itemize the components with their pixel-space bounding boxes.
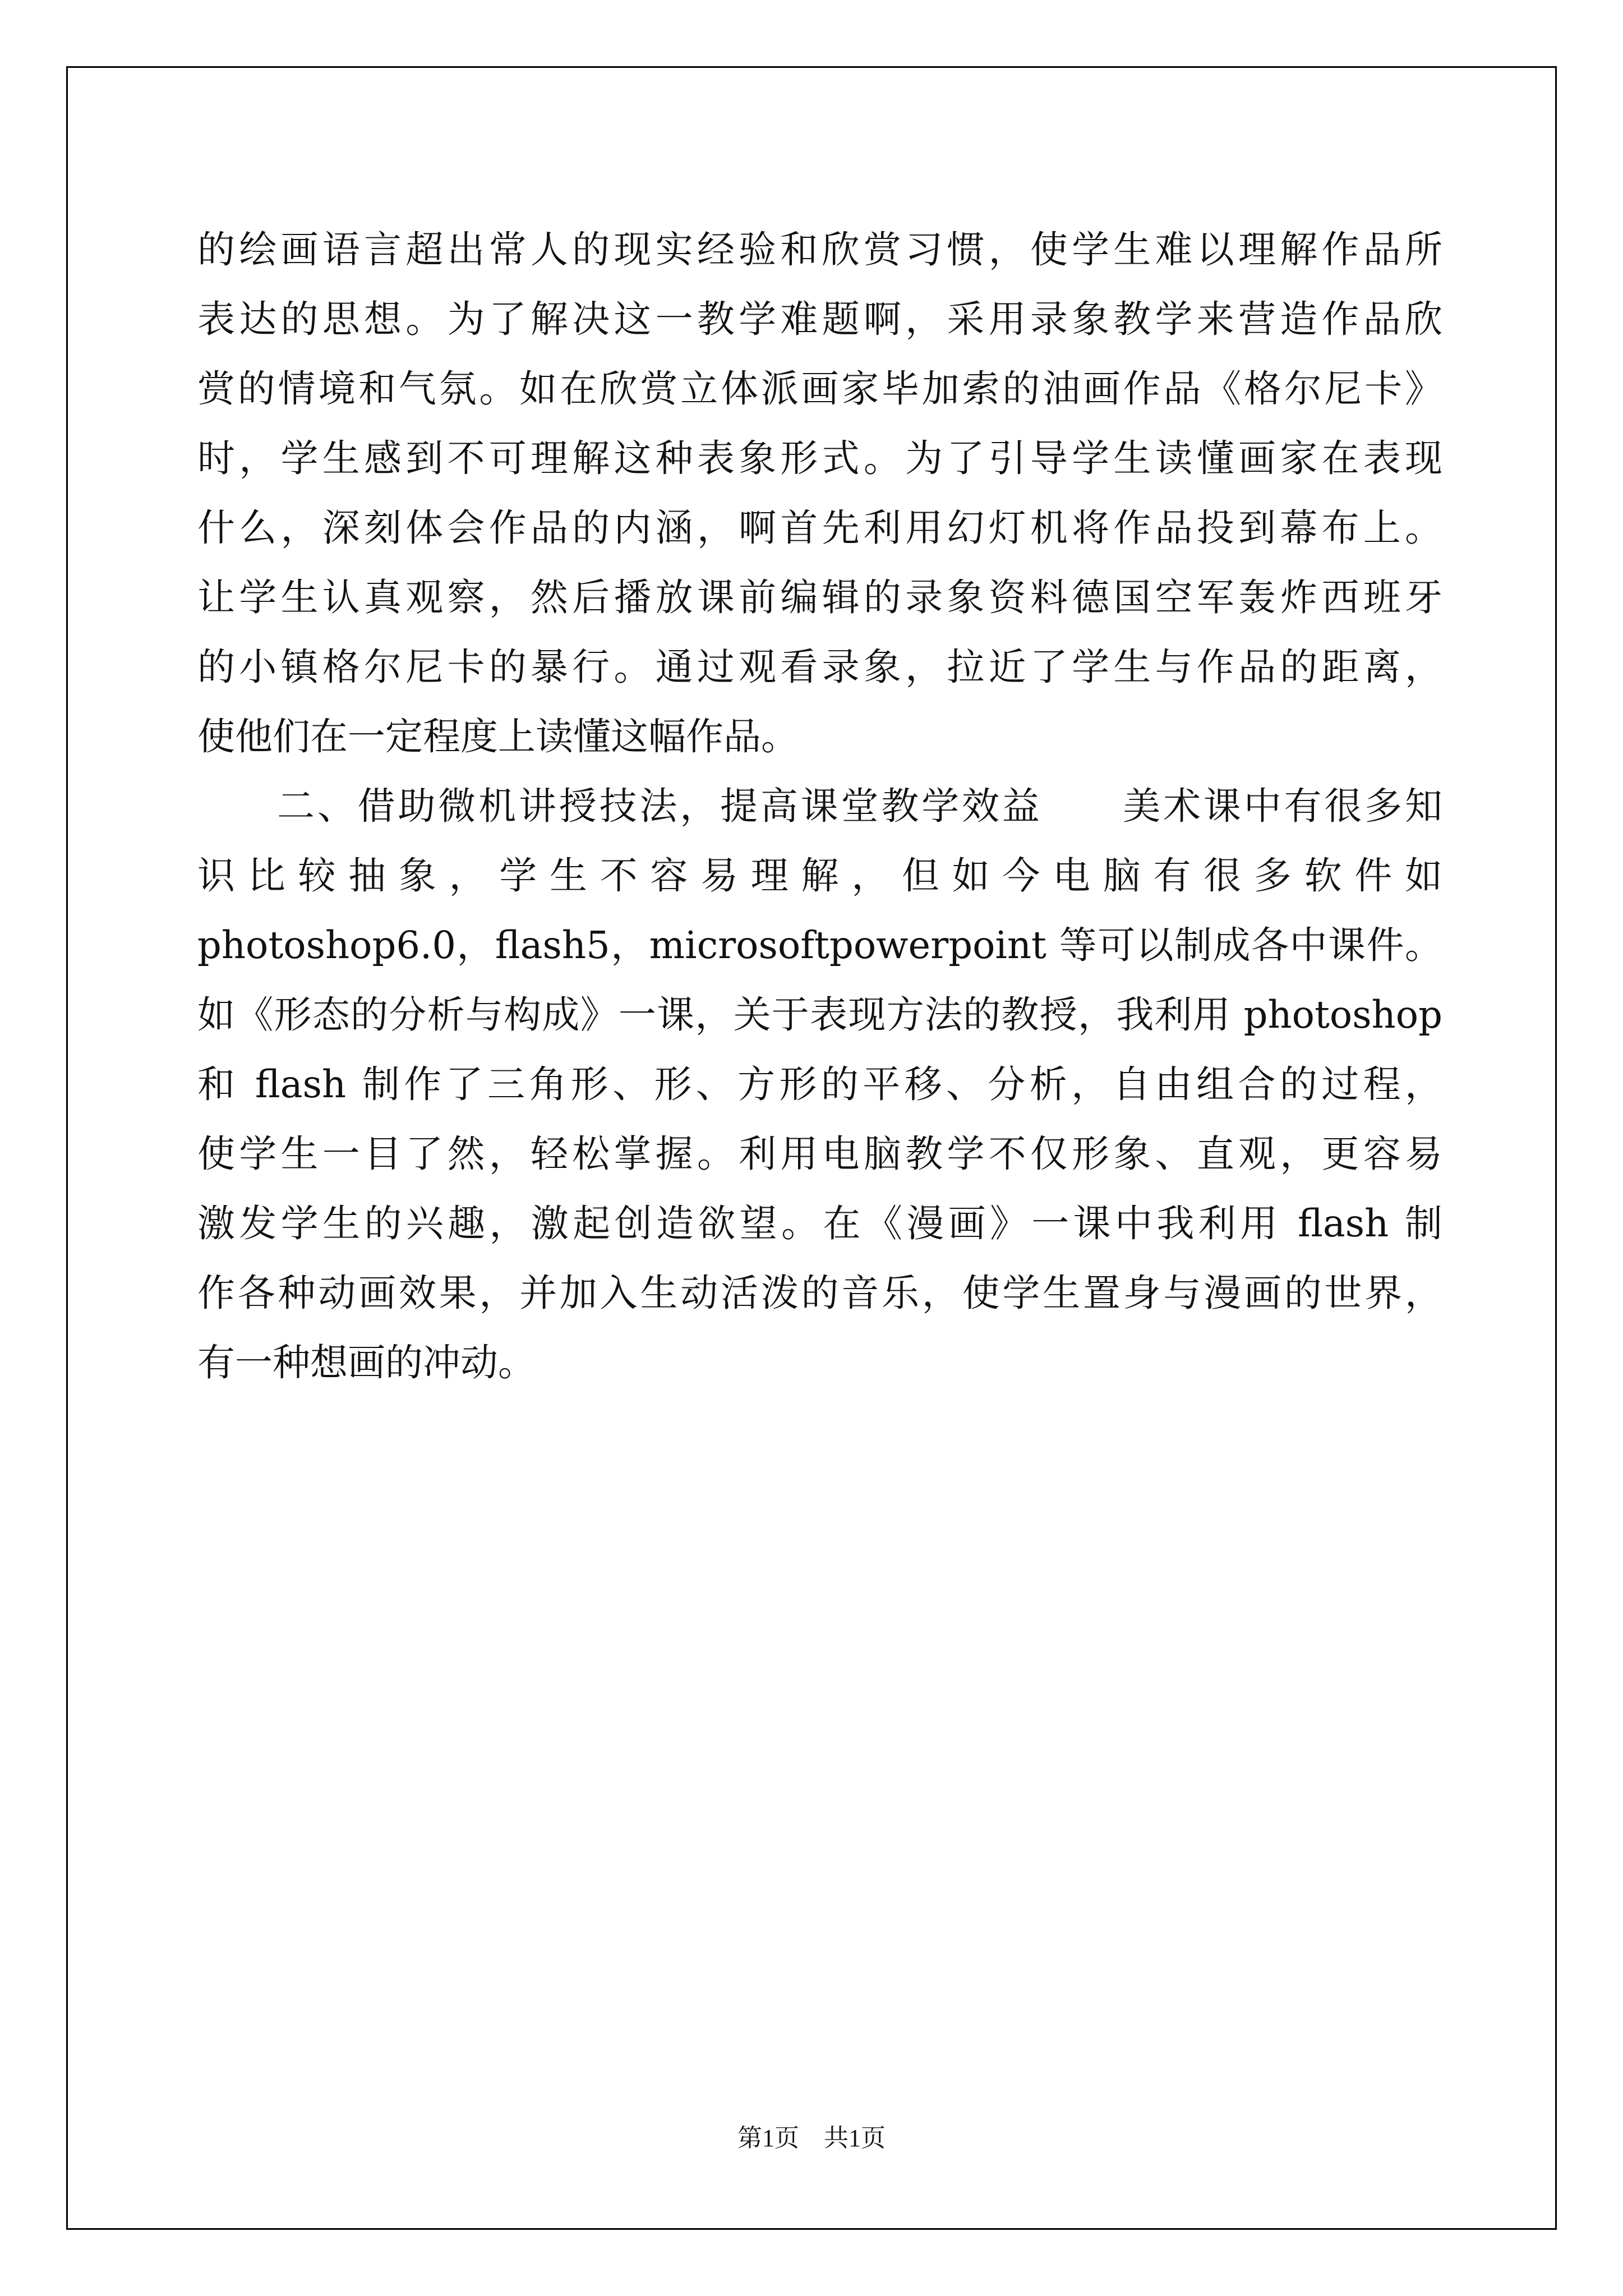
- page-number-footer: 第1页 共1页: [737, 2124, 886, 2152]
- text-line: 如《形态的分析与构成》一课，关于表现方法的教授，我利用 photoshop: [197, 993, 1442, 1037]
- text-line: 表达的思想。为了解决这一教学难题啊，采用录象教学来营造作品欣: [197, 297, 1442, 341]
- text-line: photoshop6.0，flash5，microsoftpowerpoint 等可以制成各中课件。: [197, 923, 1442, 967]
- text-line: 时，学生感到不可理解这种表象形式。为了引导学生读懂画家在表现: [197, 436, 1442, 480]
- text-line: 使他们在一定程度上读懂这幅作品。: [197, 715, 799, 758]
- text-line: 有一种想画的冲动。: [197, 1341, 536, 1384]
- text-line: 作各种动画效果，并加入生动活泼的音乐，使学生置身与漫画的世界，: [197, 1271, 1442, 1315]
- text-line: 让学生认真观察，然后播放课前编辑的录象资料德国空军轰炸西班牙: [197, 576, 1442, 619]
- text-line: 使学生一目了然，轻松掌握。利用电脑教学不仅形象、直观，更容易: [197, 1132, 1442, 1176]
- text-line: 赏的情境和气氛。如在欣赏立体派画家毕加索的油画作品《格尔尼卡》: [197, 367, 1442, 411]
- text-line: 什么，深刻体会作品的内涵，啊首先利用幻灯机将作品投到幕布上。: [197, 506, 1442, 550]
- text-line: 和 flash 制作了三角形、形、方形的平移、分析，自由组合的过程，: [197, 1062, 1442, 1106]
- text-line: 二、借助微机讲授技法，提高课堂教学效益 美术课中有很多知: [277, 784, 1442, 828]
- text-line: 激发学生的兴趣，激起创造欲望。在《漫画》一课中我利用 flash 制: [197, 1202, 1442, 1245]
- text-line: 的绘画语言超出常人的现实经验和欣赏习惯，使学生难以理解作品所: [197, 228, 1442, 272]
- text-line: 识比较抽象，学生不容易理解，但如今电脑有很多软件如: [197, 854, 1442, 898]
- text-line: 的小镇格尔尼卡的暴行。通过观看录象，拉近了学生与作品的距离，: [197, 645, 1442, 689]
